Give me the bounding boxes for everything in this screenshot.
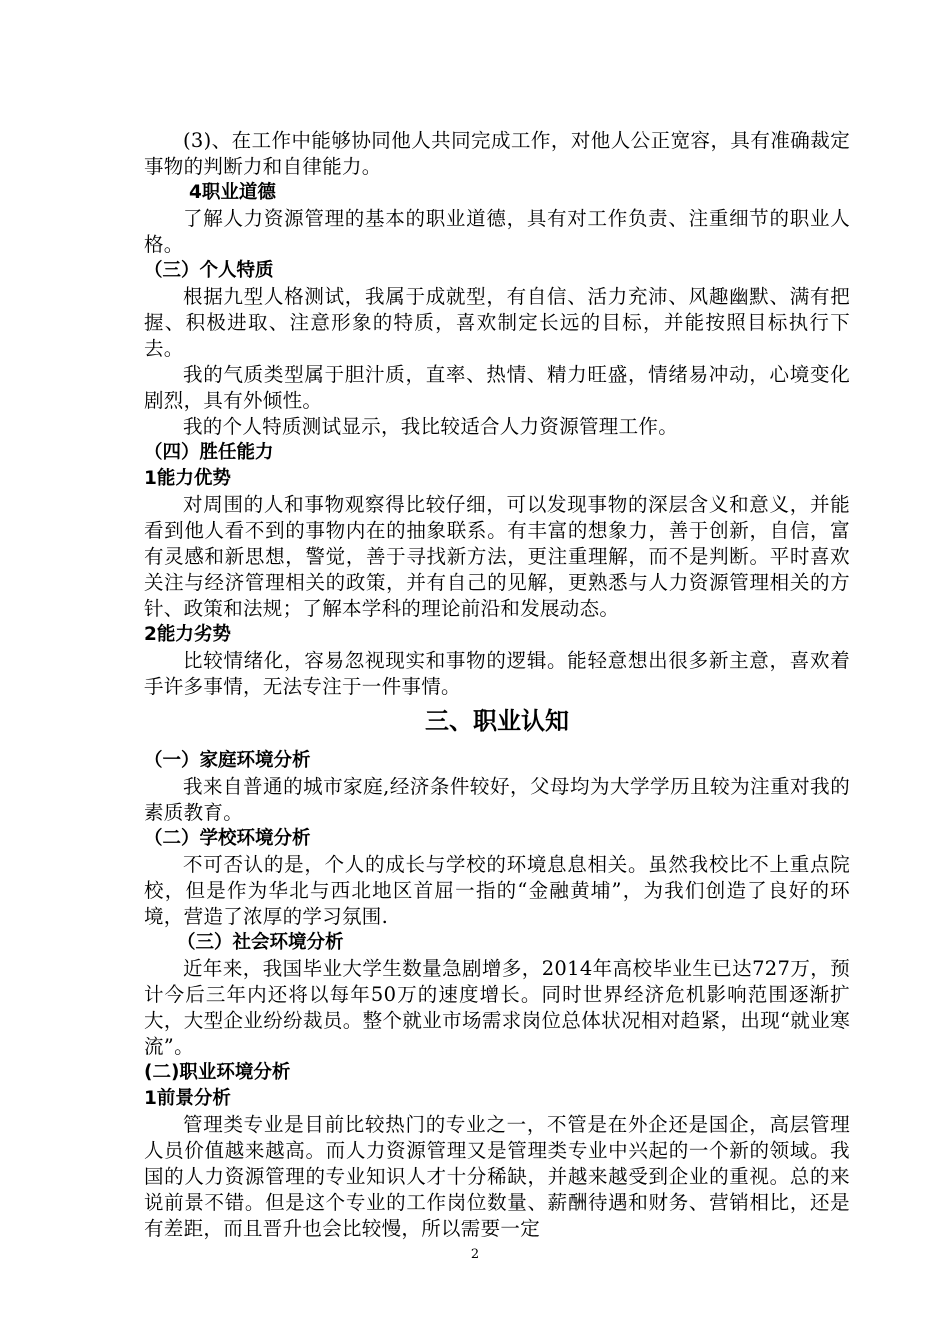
body-paragraph: 我的气质类型属于胆汁质，直率、热情、精力旺盛，情绪易冲动，心境变化剧烈，具有外倾性。: [144, 363, 850, 412]
body-paragraph: 根据九型人格测试，我属于成就型，有自信、活力充沛、风趣幽默、满有把握、积极进取、注意形象的特质，喜欢制定长远的目标，并能按照目标执行下去。: [144, 285, 850, 360]
body-paragraph: 了解人力资源管理的基本的职业道德，具有对工作负责、注重细节的职业人格。: [144, 207, 850, 256]
section-heading: （一）家庭环境分析: [144, 750, 311, 771]
body-paragraph: 对周围的人和事物观察得比较仔细，可以发现事物的深层含义和意义，并能看到他人看不到的事物内在的抽象联系。有丰富的想象力，善于创新，自信，富有灵感和新思想，警觉，善于寻找新方法，更注重理解，而不是判断。平时喜欢关注与经济管理相关的政策，并有自己的见解，更熟悉与人力资源管理相关的方针、政策和法规；了解本学科的理论前沿和发展动态。: [144, 493, 850, 620]
section-heading: 2能力劣势: [144, 624, 231, 645]
section-heading: （三）社会环境分析: [177, 932, 344, 953]
section-heading: 4职业道德: [189, 182, 276, 203]
body-paragraph: 我的个人特质测试显示，我比较适合人力资源管理工作。: [183, 415, 679, 438]
section-heading: (二)职业环境分析: [144, 1062, 291, 1083]
body-paragraph: 我来自普通的城市家庭,经济条件较好，父母均为大学学历且较为注重对我的素质教育。: [144, 775, 850, 824]
section-heading: （四）胜任能力: [144, 442, 274, 463]
body-paragraph: 比较情绪化，容易忽视现实和事物的逻辑。能轻意想出很多新主意，喜欢着手许多事情，无法专注于一件事情。: [144, 649, 850, 698]
body-paragraph: 近年来，我国毕业大学生数量急剧增多，2014年高校毕业生已达727万，预计今后三年内还将以每年50万的速度增长。同时世界经济危机影响范围逐渐扩大，大型企业纷纷裁员。整个就业市场需求岗位总体状况相对趋紧，出现“就业寒流”。: [144, 957, 850, 1058]
section-heading: 1能力优势: [144, 468, 231, 489]
section-heading: 1前景分析: [144, 1088, 231, 1109]
document-body: [144, 128, 850, 1242]
body-paragraph: 管理类专业是目前比较热门的专业之一，不管是在外企还是国企，高层管理人员价值越来越高。而人力资源管理又是管理类专业中兴起的一个新的领域。我国的人力资源管理的专业知识人才十分稀缺，并越来越受到企业的重视。总的来说前景不错。但是这个专业的工作岗位数量、薪酬待遇和财务、营销相比，还是有差距，而且晋升也会比较慢，所以需要一定: [144, 1113, 850, 1240]
section-heading: （二）学校环境分析: [144, 828, 311, 849]
section-heading: （三）个人特质: [144, 260, 274, 281]
body-paragraph: (3)、在工作中能够协同他人共同完成工作，对他人公正宽容，具有准确裁定事物的判断力和自律能力。: [144, 129, 850, 178]
chapter-title: 三、职业认知: [425, 707, 569, 735]
body-paragraph: 不可否认的是，个人的成长与学校的环境息息相关。虽然我校比不上重点院校，但是作为华北与西北地区首屈一指的“金融黄埔”，为我们创造了良好的环境，营造了浓厚的学习氛围.: [144, 853, 850, 928]
page-number: 2: [470, 1247, 480, 1262]
